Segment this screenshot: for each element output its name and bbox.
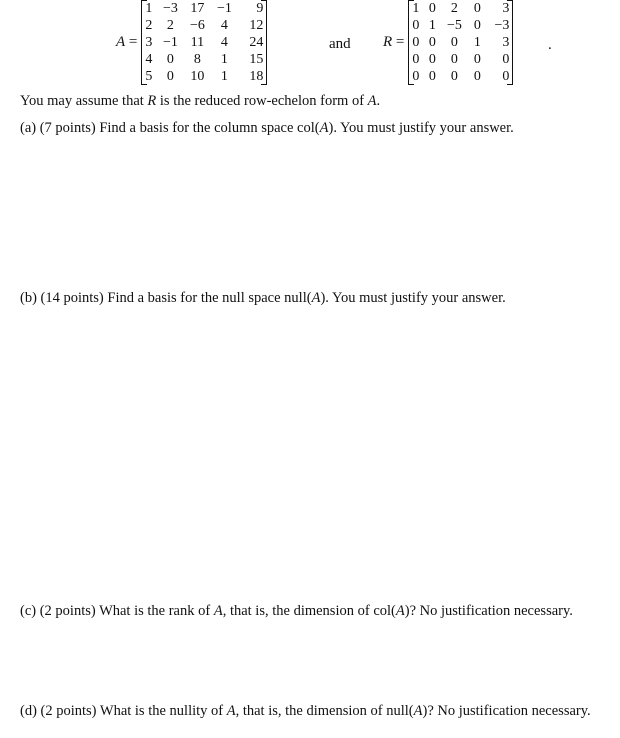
var-a: A bbox=[367, 93, 377, 109]
paren: ( bbox=[306, 290, 312, 306]
matrix-r-cell: 0 bbox=[473, 52, 481, 67]
matrix-a-cell: 15 bbox=[249, 52, 264, 67]
assumption-text: . bbox=[376, 93, 381, 109]
matrix-r-cell: 0 bbox=[428, 35, 436, 50]
matrix-a-equals: = bbox=[128, 34, 138, 50]
matrix-a-row bbox=[145, 51, 263, 68]
matrix-a-cell: 10 bbox=[190, 69, 205, 84]
matrix-r-cell: 0 bbox=[412, 69, 420, 84]
matrix-r-row bbox=[412, 0, 509, 17]
matrix-a-cell: −1 bbox=[162, 35, 178, 50]
paren: ( bbox=[314, 120, 320, 136]
fn-null: null bbox=[284, 290, 307, 306]
paren: ) bbox=[320, 290, 326, 306]
matrix-r-cell: 3 bbox=[502, 1, 510, 16]
matrix-a bbox=[145, 0, 263, 85]
matrix-r-cell: 0 bbox=[412, 52, 420, 67]
matrix-r-cell: −5 bbox=[446, 18, 462, 33]
question-part-a bbox=[20, 120, 514, 137]
matrix-a-cell: 11 bbox=[190, 35, 205, 50]
matrix-a-cell: −6 bbox=[189, 18, 205, 33]
matrix-r-row bbox=[412, 51, 509, 68]
var-r: R bbox=[147, 93, 157, 109]
conjunction-and: and bbox=[329, 36, 351, 52]
matrix-a-cell: 0 bbox=[166, 52, 174, 67]
assumption-text: is the reduced row-echelon form of bbox=[156, 93, 368, 109]
matrix-a-cell: 1 bbox=[220, 69, 228, 84]
paren: ( bbox=[408, 703, 414, 719]
matrix-r-name: R bbox=[383, 34, 393, 50]
matrix-a-brackets bbox=[141, 0, 267, 85]
matrix-r-cell: 0 bbox=[473, 18, 481, 33]
matrix-a-cell: 1 bbox=[145, 1, 153, 16]
matrix-r-cell: −3 bbox=[494, 18, 510, 33]
matrix-r-cell: 1 bbox=[473, 35, 481, 50]
question-text: (b) (14 points) Find a basis for the null space bbox=[20, 290, 285, 306]
question-text: . You must justify your answer. bbox=[325, 290, 506, 306]
matrix-r-cell: 0 bbox=[502, 69, 510, 84]
matrix-r-row bbox=[412, 34, 509, 51]
matrix-a-cell: 1 bbox=[220, 52, 228, 67]
matrix-r-row bbox=[412, 68, 509, 85]
matrix-r-row bbox=[412, 17, 509, 34]
matrix-a-cell: 4 bbox=[220, 18, 228, 33]
matrix-r-cell: 3 bbox=[502, 35, 510, 50]
matrix-a-cell: 3 bbox=[145, 35, 153, 50]
matrix-a-cell: 0 bbox=[166, 69, 174, 84]
matrix-r bbox=[412, 0, 509, 85]
matrix-r-cell: 0 bbox=[428, 69, 436, 84]
question-text: ? No justification necessary. bbox=[409, 603, 573, 619]
matrix-a-row bbox=[145, 34, 263, 51]
matrix-a-definition bbox=[116, 0, 267, 85]
matrix-r-brackets bbox=[408, 0, 513, 85]
matrix-r-cell: 0 bbox=[428, 52, 436, 67]
matrix-r-cell: 1 bbox=[428, 18, 436, 33]
question-text: ? No justification necessary. bbox=[427, 703, 591, 719]
matrix-a-cell: −1 bbox=[216, 1, 232, 16]
matrix-a-row bbox=[145, 17, 263, 34]
matrix-r-cell: 0 bbox=[428, 1, 436, 16]
fn-col: col bbox=[373, 603, 392, 619]
matrix-r-label bbox=[383, 34, 404, 51]
question-text: (d) (2 points) What is the nullity of bbox=[20, 703, 227, 719]
question-part-b bbox=[20, 290, 506, 307]
matrix-a-cell: 2 bbox=[145, 18, 153, 33]
question-text: , that is, the dimension of bbox=[235, 703, 387, 719]
matrix-r-cell: 0 bbox=[412, 18, 420, 33]
matrix-a-cell: 8 bbox=[193, 52, 201, 67]
matrix-a-cell: 9 bbox=[256, 1, 264, 16]
var-a: A bbox=[413, 703, 423, 719]
matrix-r-cell: 0 bbox=[450, 35, 458, 50]
question-text: . You must justify your answer. bbox=[333, 120, 514, 136]
matrix-a-row bbox=[145, 68, 263, 85]
matrix-r-cell: 1 bbox=[412, 1, 420, 16]
matrix-r-cell: 0 bbox=[502, 52, 510, 67]
matrix-a-cell: 2 bbox=[166, 18, 174, 33]
matrix-r-cell: 0 bbox=[412, 35, 420, 50]
matrix-r-cell: 0 bbox=[473, 69, 481, 84]
matrix-r-definition bbox=[383, 0, 513, 85]
assumption-statement bbox=[20, 93, 380, 110]
assumption-text: You may assume that bbox=[20, 93, 148, 109]
var-a: A bbox=[226, 703, 236, 719]
fn-col: col bbox=[297, 120, 315, 136]
matrix-a-cell: 17 bbox=[190, 1, 205, 16]
matrix-a-row bbox=[145, 0, 263, 17]
matrix-r-cell: 0 bbox=[450, 69, 458, 84]
fn-null: null bbox=[386, 703, 409, 719]
var-a: A bbox=[395, 603, 405, 619]
matrix-a-cell: 4 bbox=[145, 52, 153, 67]
matrix-a-name: A bbox=[116, 34, 126, 50]
question-part-c bbox=[20, 603, 573, 620]
matrix-a-cell: 12 bbox=[249, 18, 264, 33]
question-part-d bbox=[20, 703, 591, 720]
matrix-a-cell: 18 bbox=[249, 69, 264, 84]
trailing-period: . bbox=[548, 37, 552, 53]
var-a: A bbox=[311, 290, 321, 306]
var-a: A bbox=[319, 120, 329, 136]
matrix-a-cell: 5 bbox=[145, 69, 153, 84]
matrix-a-cell: 24 bbox=[249, 35, 264, 50]
paren: ) bbox=[404, 603, 410, 619]
matrix-a-cell: −3 bbox=[162, 1, 178, 16]
paren: ) bbox=[328, 120, 334, 136]
question-text: (c) (2 points) What is the rank of bbox=[20, 603, 214, 619]
var-a: A bbox=[213, 603, 223, 619]
matrix-r-cell: 0 bbox=[473, 1, 481, 16]
matrix-r-cell: 2 bbox=[450, 1, 458, 16]
matrix-r-cell: 0 bbox=[450, 52, 458, 67]
question-text: (a) (7 points) Find a basis for the column space bbox=[20, 120, 298, 136]
question-text: , that is, the dimension of bbox=[222, 603, 374, 619]
paren: ) bbox=[422, 703, 428, 719]
matrix-r-equals: = bbox=[395, 34, 405, 50]
matrix-a-label bbox=[116, 34, 137, 51]
paren: ( bbox=[391, 603, 396, 619]
matrix-a-cell: 4 bbox=[220, 35, 228, 50]
